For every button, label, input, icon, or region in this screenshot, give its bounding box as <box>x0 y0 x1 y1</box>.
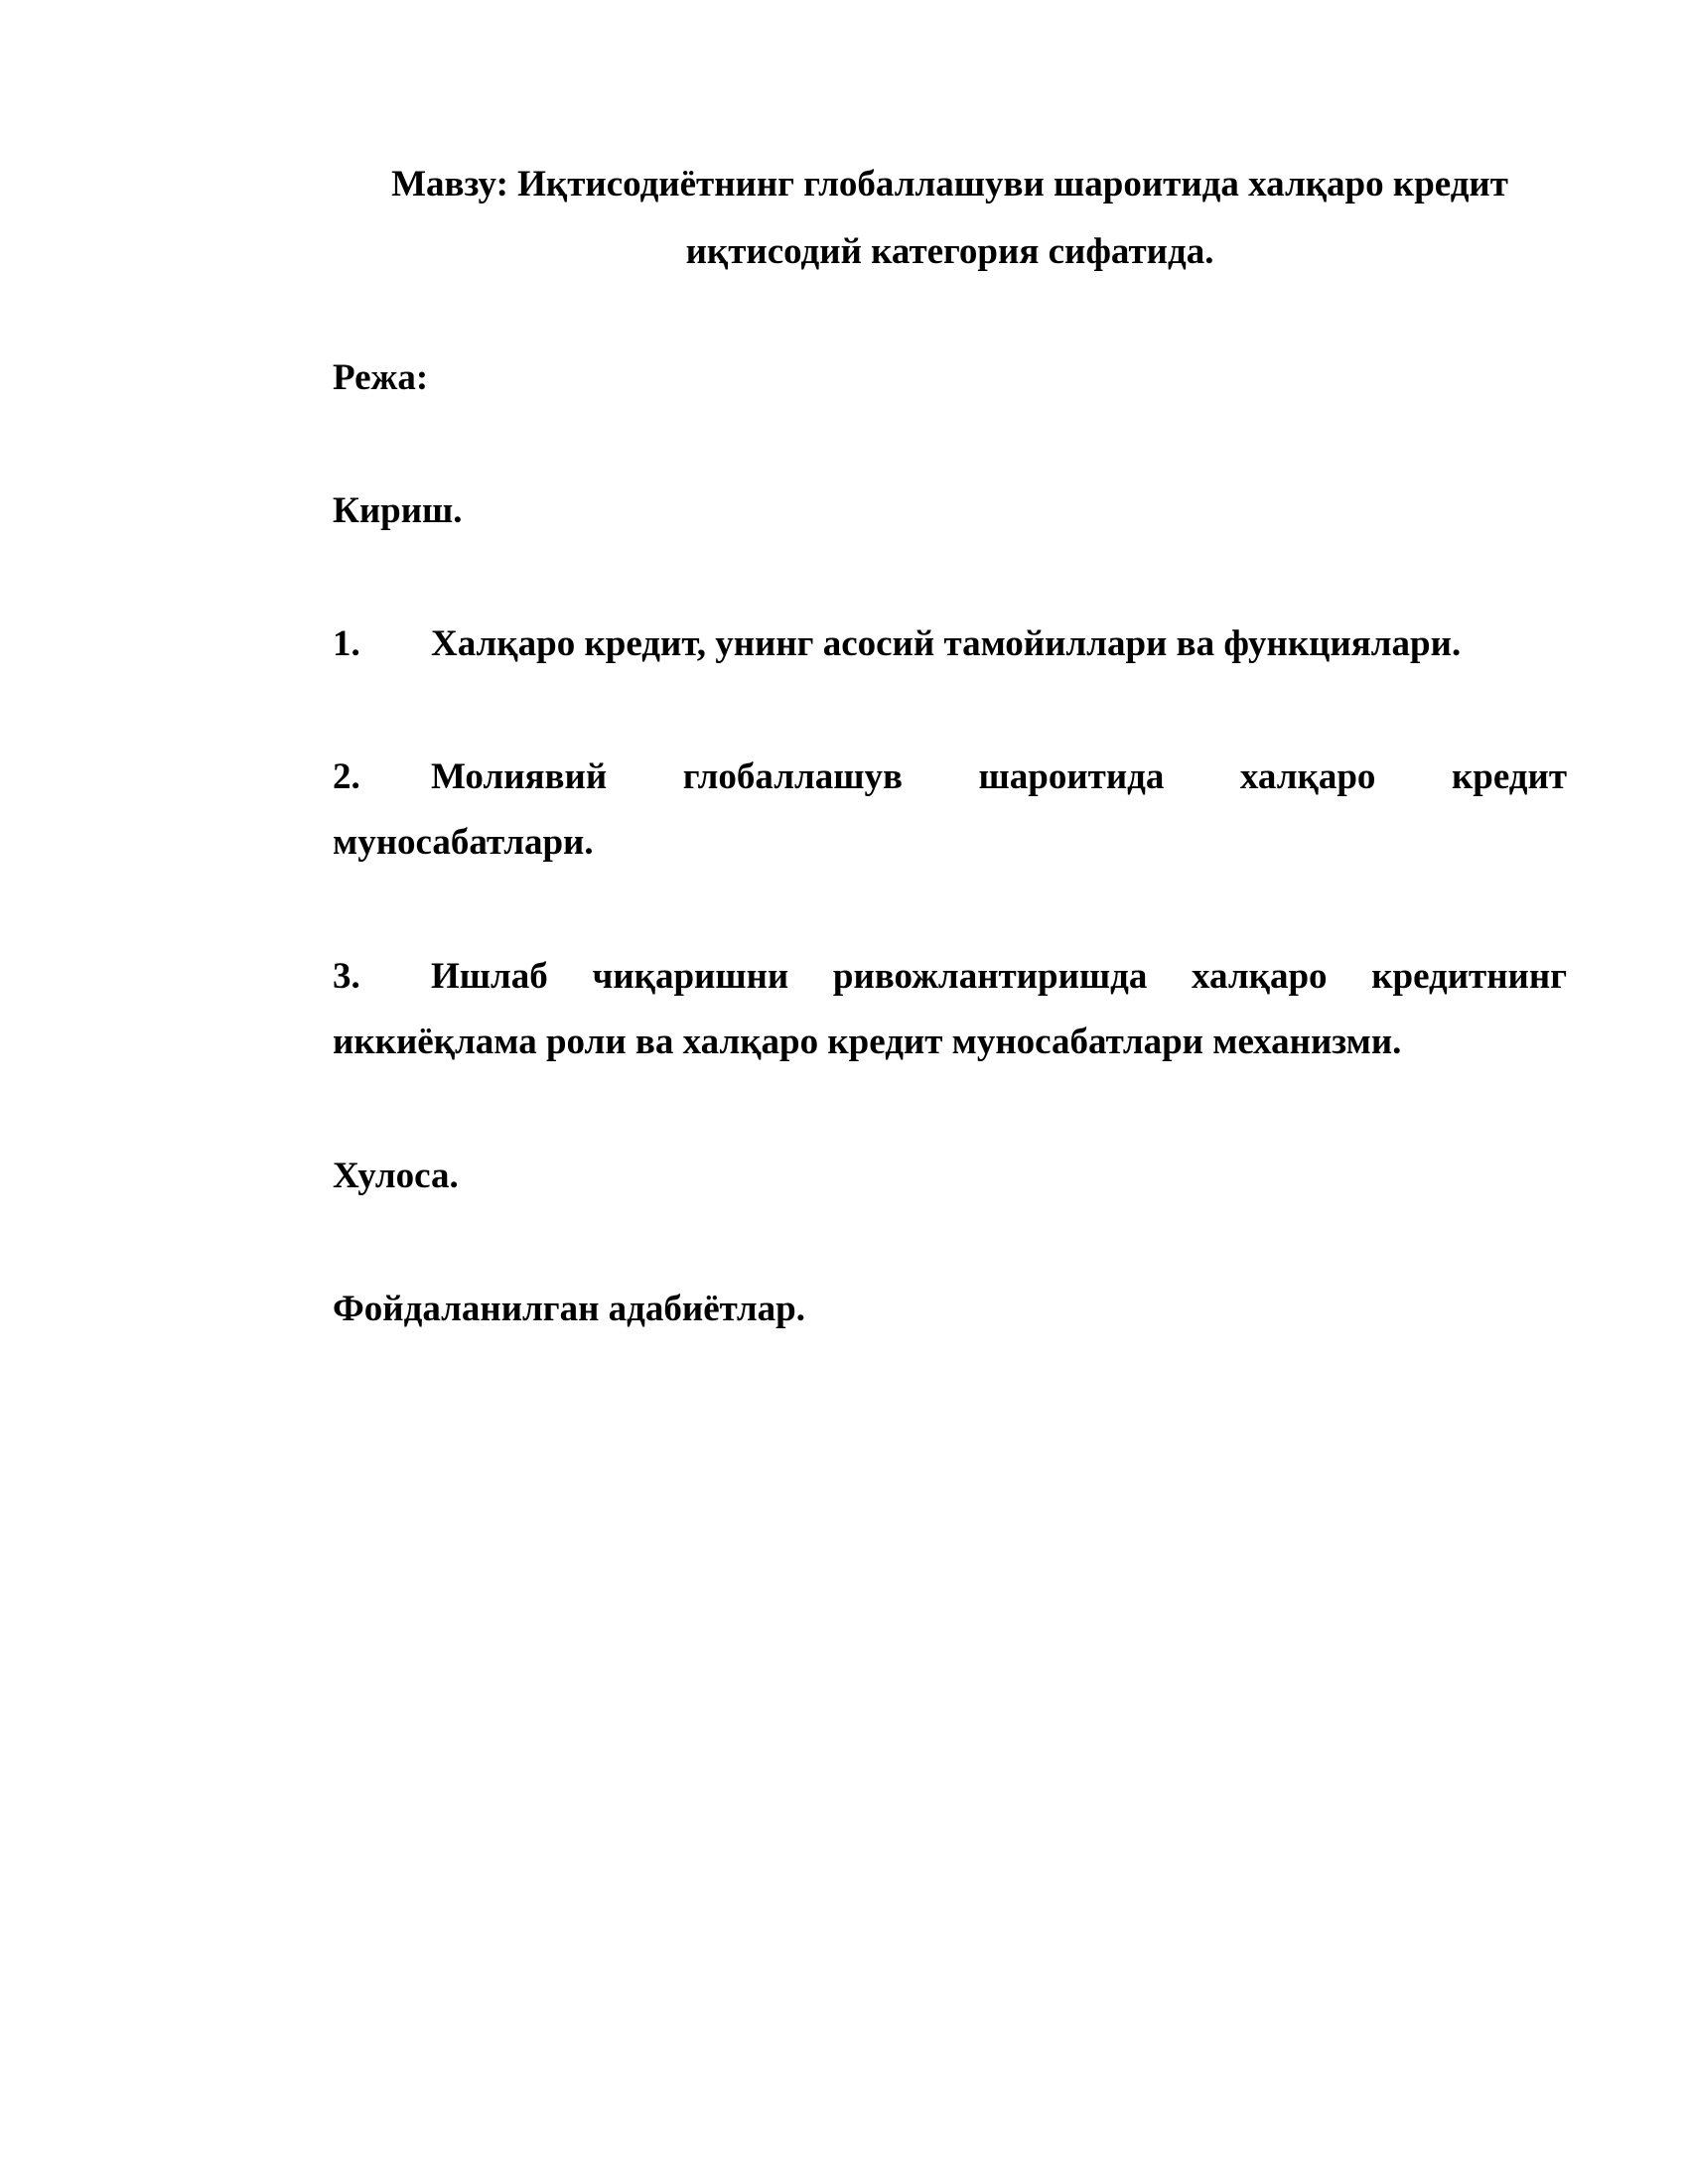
plan-item-line <box>333 745 1567 810</box>
plan-heading: Режа: <box>333 357 429 398</box>
plan-item-intro: Кириш. <box>333 490 463 531</box>
plan-item-text: Ишлаб чиқаришни ривожлантиришда халқаро кредитнинг <box>431 956 1567 997</box>
plan-item-number: 3. <box>333 956 360 997</box>
plan-item-conclusion: Хулоса. <box>333 1156 459 1196</box>
plan-item-1 <box>333 612 1567 677</box>
plan-item-text-continued: иккиёқлама роли ва халқаро кредит муносабатлари механизми. <box>333 1022 1402 1062</box>
plan-item-number: 2. <box>333 756 360 797</box>
plan-item-text-continued: муносабатлари. <box>333 822 594 863</box>
plan-item-number: 1. <box>333 623 360 664</box>
plan-item-text: Халқаро кредит, унинг асосий тамойиллари ва функциялари. <box>431 623 1462 664</box>
title-line-2: иқтисодий категория сифатида. <box>685 231 1214 272</box>
plan-item-3 <box>333 944 1567 1075</box>
title-line-1: Мавзу: Иқтисодиётнинг глобаллашуви шароитида халқаро кредит <box>391 164 1508 205</box>
plan-item-line <box>333 944 1567 1010</box>
plan-item-text: Молиявий глобаллашув шароитида халқаро кредит <box>431 756 1567 797</box>
plan-item-references: Фойдаланилган адабиётлар. <box>333 1289 805 1329</box>
plan-item-2 <box>333 745 1567 876</box>
document-title <box>333 151 1567 286</box>
